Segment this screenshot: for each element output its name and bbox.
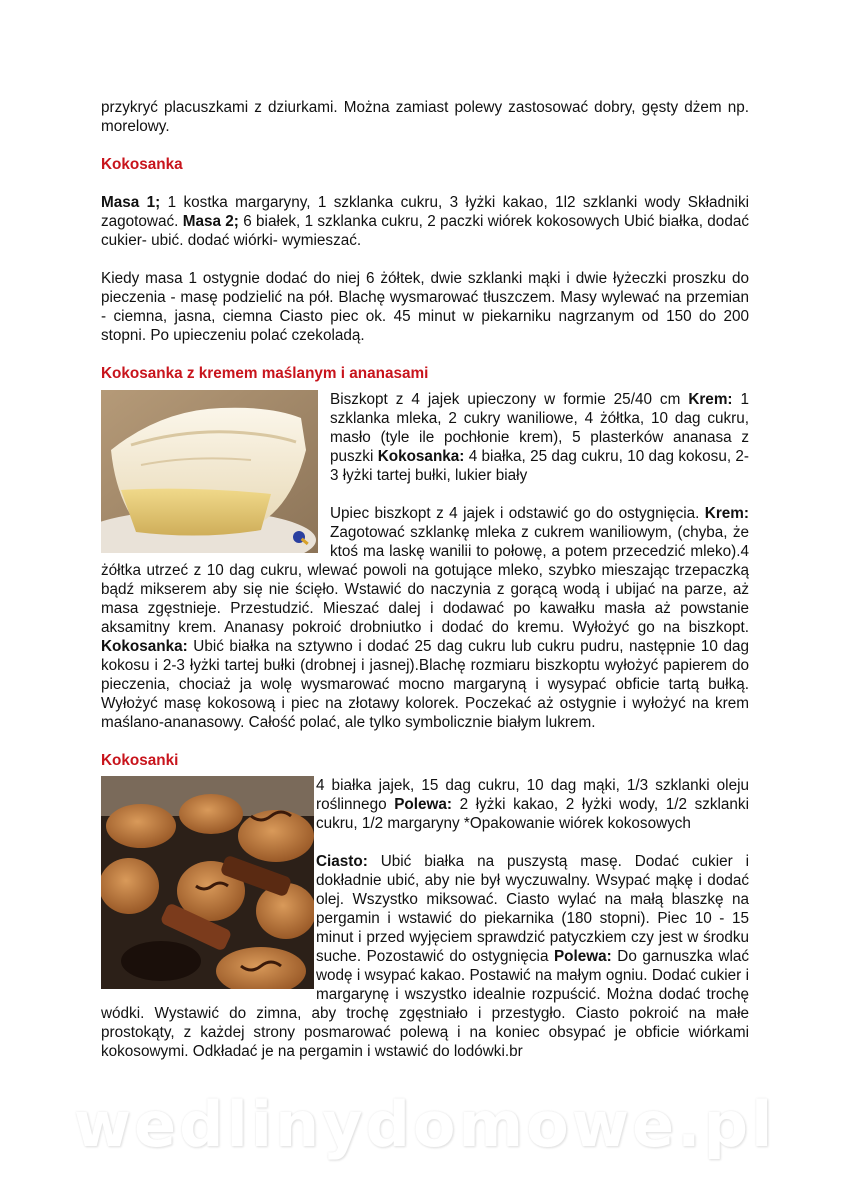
- recipe2-kokosanka-label: Kokosanka:: [377, 448, 465, 465]
- recipe3-ciasto-label: Ciasto:: [316, 853, 368, 870]
- recipe3-polewa-label: Polewa:: [394, 796, 453, 813]
- document-page: [101, 98, 749, 1061]
- intro-paragraph: przykryć placuszkami z dziurkami. Można zamiast polewy zastosować dobry, gęsty dżem np. morelowy.: [101, 99, 749, 135]
- recipe2-method-3: Ubić białka na sztywno i dodać 25 dag cukru lub cukru pudru, następnie 10 dag kokosu i 2-3 łyżki tartej bułki (drobnej i jasnej).Blachę rozmiaru biszkoptu wyłożyć papierem do pieczenia, chociaż ja wolę wysmarować mocno margaryną i wysypać obficie tartą bułką. Wyłożyć masę kokosową i piec na złotawy kolorek. Poczekać aż ostygnie i wyłożyć na krem maślano-ananasowy. Całość polać, ale tylko symbolicznie białym lukrem.: [101, 638, 749, 731]
- recipe2-ing-1: Biszkopt z 4 jajek upieczony w formie 25/40 cm: [330, 391, 689, 408]
- recipe3-ing-2: 2 łyżki kakao, 2 łyżki wody, 1/2 szklanki cukru, 1/2 margaryny *Opakowanie wiórek kokosowych: [316, 796, 749, 832]
- recipe2-ing-3: 4 białka, 25 dag cukru, 10 dag kokosu, 2-3 łyżki tartej bułki, lukier biały: [330, 448, 750, 484]
- recipe-title-kokosanki: Kokosanki: [101, 752, 179, 769]
- recipe2-krem-label: Krem:: [688, 391, 733, 408]
- recipe1-ingredients: [101, 193, 749, 250]
- recipe-title-kokosanka-z-kremem: Kokosanka z kremem maślanym i ananasami: [101, 365, 429, 382]
- recipe3-method-polewa-label: Polewa:: [553, 948, 612, 965]
- watermark-logo: wedlinydomowe.pl: [73, 1088, 776, 1161]
- masa1-text: 1 kostka margaryny, 1 szklanka cukru, 3 łyżki kakao, 1l2 szklanki wody Składniki zagotować.: [101, 194, 749, 230]
- recipe2-method-2: Zagotować szklankę mleka z cukrem waniliowym, (chyba, że ktoś ma laskę wanilii to połowę, a potem przecedzić mleko).4 żółtka utrzeć z 10 dag cukru, wlewać powoli na gotujące mleko, szybko mieszając trzepaczką bądź mikserem aby się nie ścięło. Wstawić do naczynia z gorącą wodą i ubijać na parze, aż masa zgęstnieje. Przestudzić. Mieszać dalej i dodawać po kawałku masła aż powstanie aksamitny krem. Ananasy pokroić drobniutko i dodać do kremu. Wyłożyć go na biszkopt.: [101, 524, 749, 636]
- recipe3-ing-1: 4 białka jajek, 15 dag cukru, 10 dag mąki, 1/3 szklanki oleju roślinnego: [316, 777, 749, 813]
- masa1-label: Masa 1;: [101, 194, 161, 211]
- masa2-text: 6 białek, 1 szklanka cukru, 2 paczki wiórek kokosowych Ubić białka, dodać cukier- ubić. dodać wiórki- wymieszać.: [101, 213, 749, 249]
- recipe2-method-1: Upiec biszkopt z 4 jajek i odstawić go do ostygnięcia.: [330, 505, 705, 522]
- recipe2-ing-2: 1 szklanka mleka, 2 cukry waniliowe, 4 żółtka, 10 dag cukru, masło (tyle ile pochłonie krem), 5 plasterków ananasa z puszki: [330, 391, 749, 465]
- recipe3-method-2: Do garnuszka wlać wodę i wsypać kakao. Postawić na małym ogniu. Dodać cukier i margarynę i wszystko idealnie rozpuścić. Można dodać trochę wódki. Wystawić do zimna, aby trochę zgęstniało i przestygło. Ciasto pokroić na małe prostokąty, z każdej strony posmarować polewą i na koniec obsypać je obficie wiórkami kokosowymi. Odkładać je na pergamin i wstawić do lodówki.br: [101, 948, 749, 1060]
- recipe-title-kokosanka: Kokosanka: [101, 156, 183, 173]
- recipe1-method: Kiedy masa 1 ostygnie dodać do niej 6 żółtek, dwie szklanki mąki i dwie łyżeczki proszku do pieczenia - masę podzielić na pół. Blachę wysmarować tłuszczem. Masy wylewać na przemian - ciemna, jasna, ciemna Ciasto piec ok. 45 minut w piekarniku nagrzanym od 150 do 200 stopni. Po upieczeniu polać czekoladą.: [101, 270, 749, 344]
- recipe2-method-kokosanka-label: Kokosanka:: [101, 638, 188, 655]
- cookies-photo: [101, 776, 314, 989]
- cake-photo: [101, 390, 318, 553]
- recipe2-method-krem-label: Krem:: [704, 505, 749, 522]
- masa2-label: Masa 2;: [182, 213, 239, 230]
- recipe3-method-1: Ubić białka na puszystą masę. Dodać cukier i dokładnie ubić, aby nie był wyczuwalny. Wsypać mąkę i dodać olej. Wszystko miksować. Ciasto wylać na małą blaszkę na pergamin i wstawić do piekarnika (180 stopni). Piec 10 - 15 minut i przed wyjęciem sprawdzić patyczkiem czy jest w środku suche. Pozostawić do ostygnięcia: [316, 853, 749, 965]
